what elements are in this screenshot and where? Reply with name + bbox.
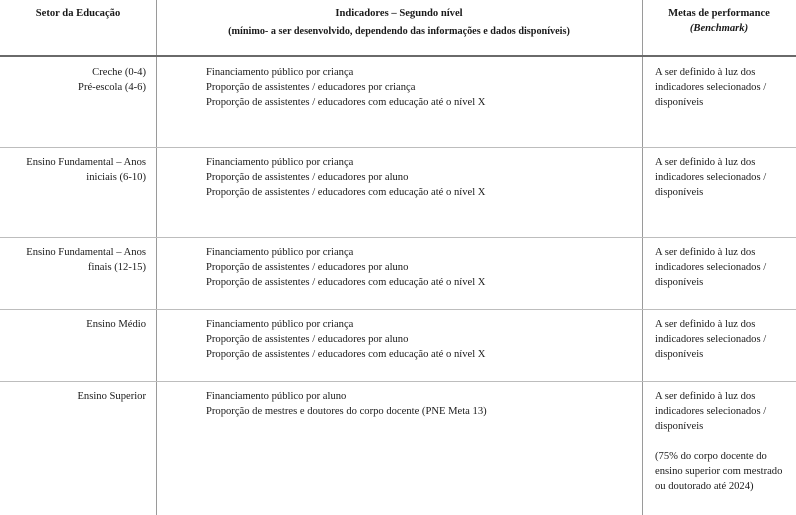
sector-line: Pré-escola (4-6) <box>78 82 146 93</box>
sector-line: Ensino Médio <box>86 319 146 330</box>
goal-line: indicadores selecionados / <box>655 262 767 273</box>
goal-line: A ser definido à luz dos <box>655 157 756 168</box>
goal-line: disponíveis <box>655 277 704 288</box>
goal-line: indicadores selecionados / <box>655 406 767 417</box>
row-4-goal <box>655 317 795 362</box>
header-goals <box>642 6 796 36</box>
indicator-item: Financiamento público por criança <box>206 319 354 330</box>
indicator-item: Proporção de assistentes / educadores com educação até o nível X <box>206 97 486 108</box>
sector-line: Ensino Superior <box>77 391 146 402</box>
row-4-sector <box>4 317 146 332</box>
row-1-goal <box>655 65 795 110</box>
indicator-item: Proporção de assistentes / educadores com educação até o nível X <box>206 349 486 360</box>
goal-note-line: ou doutorado até 2024) <box>655 481 754 492</box>
header-divider <box>0 55 796 57</box>
row-3-goal <box>655 245 795 290</box>
header-indicators-subtitle: (mínimo- a ser desenvolvido, dependendo das informações e dados disponíveis) <box>228 26 570 37</box>
goal-line: indicadores selecionados / <box>655 172 767 183</box>
indicator-item: Proporção de assistentes / educadores com educação até o nível X <box>206 187 486 198</box>
sector-line: iniciais (6-10) <box>86 172 146 183</box>
indicator-item: Proporção de assistentes / educadores por criança <box>206 82 416 93</box>
row-5-goal <box>655 389 795 494</box>
row-2-indicators <box>206 155 636 200</box>
goal-line: A ser definido à luz dos <box>655 67 756 78</box>
header-indicators-title: Indicadores – Segundo nível <box>335 8 463 19</box>
header-goals-title: Metas de performance <box>668 8 770 19</box>
sector-line: Ensino Fundamental – Anos <box>26 247 146 258</box>
goal-line: disponíveis <box>655 97 704 108</box>
goal-spacer <box>655 434 795 449</box>
row-5-indicators <box>206 389 636 419</box>
row-5-sector <box>4 389 146 404</box>
row-divider-4 <box>0 381 796 382</box>
row-3-indicators <box>206 245 636 290</box>
row-1-indicators <box>206 65 636 110</box>
goal-line: indicadores selecionados / <box>655 334 767 345</box>
row-2-sector <box>4 155 146 185</box>
sector-line: Ensino Fundamental – Anos <box>26 157 146 168</box>
indicator-item: Financiamento público por criança <box>206 247 354 258</box>
row-4-indicators <box>206 317 636 362</box>
indicator-item: Proporção de assistentes / educadores com educação até o nível X <box>206 277 486 288</box>
goal-line: A ser definido à luz dos <box>655 319 756 330</box>
goal-line: A ser definido à luz dos <box>655 247 756 258</box>
goal-line: A ser definido à luz dos <box>655 391 756 402</box>
row-divider-2 <box>0 237 796 238</box>
sector-line: Creche (0-4) <box>92 67 146 78</box>
goal-line: indicadores selecionados / <box>655 82 767 93</box>
indicator-item: Proporção de assistentes / educadores por aluno <box>206 172 409 183</box>
header-indicators <box>156 6 642 39</box>
row-2-goal <box>655 155 795 200</box>
column-divider-2 <box>642 0 643 515</box>
header-sector-label: Setor da Educação <box>35 8 121 19</box>
row-3-sector <box>4 245 146 275</box>
indicator-item: Financiamento público por criança <box>206 157 354 168</box>
header-goals-subtitle: (Benchmark) <box>689 23 749 34</box>
goal-line: disponíveis <box>655 187 704 198</box>
goal-note-line: ensino superior com mestrado <box>655 466 783 477</box>
row-divider-1 <box>0 147 796 148</box>
header-sector <box>0 6 156 21</box>
sector-line: finais (12-15) <box>88 262 146 273</box>
row-1-sector <box>4 65 146 95</box>
indicator-item: Proporção de assistentes / educadores por aluno <box>206 334 409 345</box>
indicator-item: Financiamento público por criança <box>206 67 354 78</box>
column-divider-1 <box>156 0 157 515</box>
goal-note-line: (75% do corpo docente do <box>655 451 767 462</box>
goal-line: disponíveis <box>655 349 704 360</box>
goal-line: disponíveis <box>655 421 704 432</box>
indicator-item: Proporção de assistentes / educadores por aluno <box>206 262 409 273</box>
indicator-item: Proporção de mestres e doutores do corpo docente (PNE Meta 13) <box>206 406 487 417</box>
row-divider-3 <box>0 309 796 310</box>
indicator-item: Financiamento público por aluno <box>206 391 347 402</box>
header-goals-subtitle-wrap <box>642 21 796 36</box>
